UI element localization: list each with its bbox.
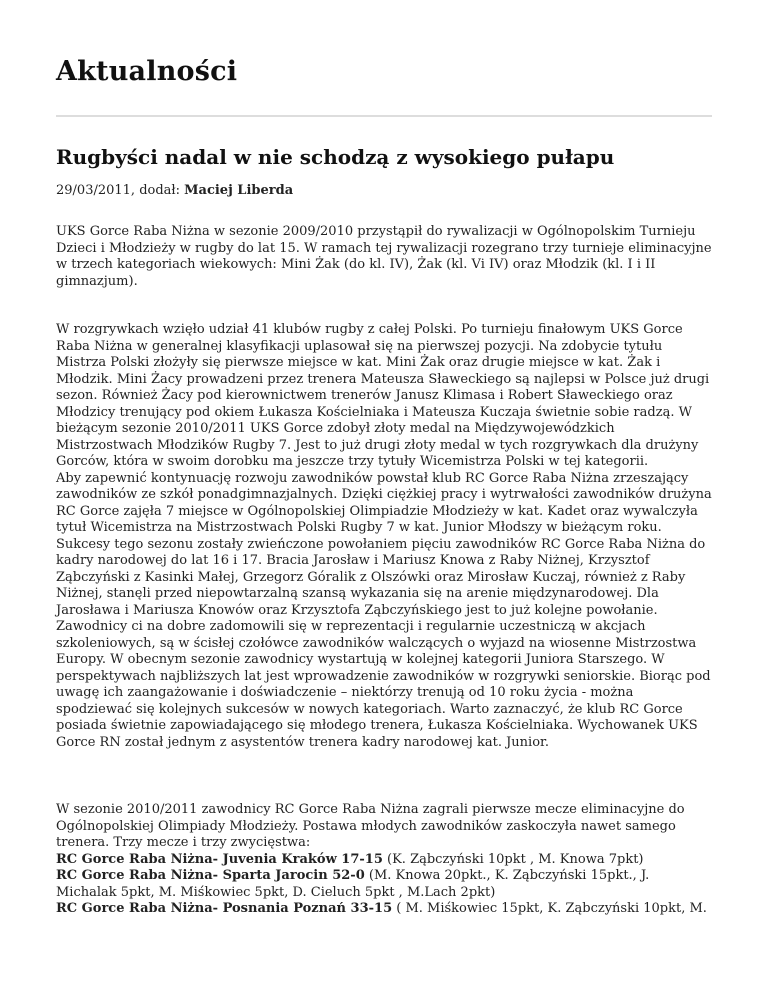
article-title: Rugbyści nadal w nie schodzą z wysokiego pułapu [56,145,615,169]
paragraph-text: UKS Gorce Raba Niżna w sezonie 2009/2010 przystąpił do rywalizacji w Ogólnopolskim Turnieju Dzieci i Młodzieży w rugby do lat 15. W ramach tej rywalizacji rozegrano trzy turnieje eliminacyjne w trzech kategoriach wiekowych: Mini Żak (do kl. IV), Żak (kl. Vi IV) oraz Młodzik (kl. I i II gimnazjum). [56,224,712,289]
paragraph-text: W rozgrywkach wzięło udział 41 klubów rugby z całej Polski. Po turnieju finałowym UKS Gorce Raba Niżna w generalnej klasyfikacji uplasował się na pierwszej pozycji. Na zdobycie tytułu Mistrza Polski złożyły się pierwsze miejsce w kat. Mini Żak oraz drugie miejsce w kat. Żak i Młodzik. Mini Żacy prowadzeni przez trenera Mateusza Sławeckiego są najlepsi w Polsce już drugi sezon. Również Żacy pod kierownictwem trenerów Janusz Klimasa i Robert Sławeckiego oraz Młodzicy trenujący pod okiem Łukasza Kościelniaka i Mateusza Kuczaja świetnie sobie radzą. W bieżącym sezonie 2010/2011 UKS Gorce zdobył złoty medal na Międzywojewódzkich Mistrzostwach Młodzików Rugby 7. Jest to już drugi złoty medal w tych rozgrywkach dla drużyny Gorców, która w swoim dorobku ma jeszcze trzy tytuły Wicemistrza Polski w tej kategorii. [56,322,710,469]
article-date: 29/03/2011, dodał: [56,183,185,198]
article-author[interactable]: Maciej Liberda [184,183,294,198]
article-paragraph-3 [56,802,712,918]
page-title: Aktualności [56,56,238,87]
divider [56,115,712,117]
paragraph-text: W sezonie 2010/2011 zawodnicy RC Gorce Raba Niżna zagrali pierwsze mecze eliminacyjne do Ogólnopolskiej Olimpiady Młodzieży. Postawa młodych zawodników zaskoczyła nawet samego trenera. Trzy mecze i trzy zwycięstwa: [56,802,685,850]
paragraph-text: Aby zapewnić kontynuację rozwoju zawodników powstał klub RC Gorce Raba Niżna zrzeszający zawodników ze szkół ponadgimnazjalnych. Dzięki ciężkiej pracy i wytrwałości zawodników drużyna RC Gorce zajęła 7 miejsce w Ogólnopolskiej Olimpiadzie Młodzieży w kat. Kadet oraz wywalczyła tytuł Wicemistrza na Mistrzostwach Polski Rugby 7 w kat. Junior Młodszy w bieżącym roku. Sukcesy tego sezonu zostały zwieńczone powołaniem pięciu zawodników RC Gorce Raba Niżna do kadry narodowej do lat 16 i 17. Bracia Jarosław i Mariusz Knowa z Raby Niżnej, Krzysztof Ząbczyński z Kasinki Małej, Grzegorz Góralik z Olszówki oraz Mirosław Kuczaj, również z Raby Niżnej, stanęli przed niepowtarzalną szansą wykazania się na arenie międzynarodowej. Dla Jarosława i Mariusza Knowów oraz Krzysztofa Ząbczyńskiego jest to już kolejne powołanie. Zawodnicy ci na dobre zadomowili się w reprezentacji i regularnie uczestniczą w akcjach szkoleniowych, są w ścisłej czołówce zawodników walczących o wyjazd na wiosenne Mistrzostwa Europy. W obecnym sezonie zawodnicy wystartują w kolejnej kategorii Juniora Starszego. W perspektywach najbliższych lat jest wprowadzenie zawodników w rozgrywki seniorskie. Biorąc pod uwagę ich zaangażowanie i doświadczenie – niektórzy trenują od 10 roku życia - można spodziewać się kolejnych sukcesów w nowych kategoriach. Warto zaznaczyć, że klub RC Gorce posiada świetnie zapowiadającego się młodego trenera, Łukasza Kościelniaka. Wychowanek UKS Gorce RN został jednym z asystentów trenera kadry narodowej kat. Junior. [56,470,712,750]
match-result [56,868,712,901]
match-result [56,901,712,918]
match-score: RC Gorce Raba Niżna- Juvenia Kraków 17-15 [56,851,383,867]
match-score: RC Gorce Raba Niżna- Sparta Jarocin 52-0 [56,868,365,883]
match-score: RC Gorce Raba Niżna- Posnania Poznań 33-15 [56,901,393,916]
match-scorers: (K. Ząbczyński 10pkt , M. Knowa 7pkt) [382,851,644,867]
match-result [56,852,712,869]
article-paragraph-1 [56,224,712,290]
article-meta [56,183,293,199]
article-paragraph-2 [56,322,712,751]
match-scorers: (M. Knowa 20pkt., K. Ząbczyński 15pkt., J. Michalak 5pkt, M. Miśkowiec 5pkt, D. Cieluch 5pkt , M.Lach 2pkt) [56,868,650,900]
match-scorers: ( M. Miśkowiec 15pkt, K. Ząbczyński 10pkt, M. [392,901,707,916]
